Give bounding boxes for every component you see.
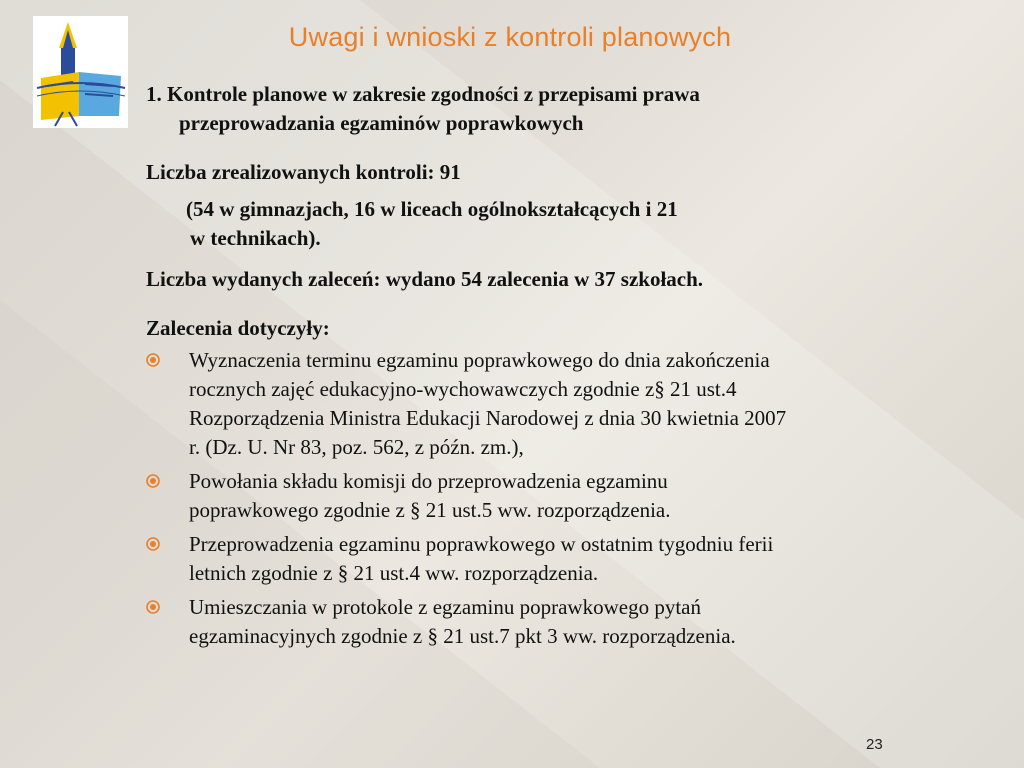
- bullet-text-line: rocznych zajęć edukacyjno-wychowawczych zgodnie z§ 21 ust.4: [189, 377, 737, 401]
- target-bullet-icon: [146, 537, 160, 551]
- recommendations-heading: Zalecenia dotyczyły:: [146, 316, 330, 340]
- bullet-text-line: Umieszczania w protokole z egzaminu poprawkowego pytań: [189, 595, 701, 619]
- target-bullet-icon: [146, 600, 160, 614]
- slide-title: Uwagi i wnioski z kontroli planowych: [288, 22, 732, 52]
- slide-content: [146, 80, 966, 656]
- bullet-item: [146, 530, 966, 588]
- target-bullet-icon: [146, 353, 160, 367]
- logo-emblem-icon: [33, 16, 128, 128]
- bullet-text-line: Wyznaczenia terminu egzaminu poprawkowego do dnia zakończenia: [189, 348, 770, 372]
- bullet-item: [146, 346, 966, 462]
- bullet-text-line: poprawkowego zgodnie z § 21 ust.5 ww. rozporządzenia.: [189, 498, 671, 522]
- kuratorium-logo: [33, 16, 128, 128]
- bullet-text-line: egzaminacyjnych zgodnie z § 21 ust.7 pkt 3 ww. rozporządzenia.: [189, 624, 736, 648]
- controls-breakdown-line2: w technikach).: [190, 226, 321, 250]
- target-bullet-icon: [146, 474, 160, 488]
- bullet-item: [146, 593, 966, 651]
- controls-breakdown-line1: (54 w gimnazjach, 16 w liceach ogólnokształcących i 21: [186, 197, 678, 221]
- controls-count: Liczba zrealizowanych kontroli: 91: [146, 160, 461, 184]
- bullet-text-line: Przeprowadzenia egzaminu poprawkowego w ostatnim tygodniu ferii: [189, 532, 774, 556]
- recommendations-count: Liczba wydanych zaleceń: wydano 54 zalecenia w 37 szkołach.: [146, 267, 704, 291]
- bullet-text-line: Rozporządzenia Ministra Edukacji Narodowej z dnia 30 kwietnia 2007: [189, 406, 787, 430]
- bullet-item: [146, 467, 966, 525]
- page-number: 23: [866, 736, 883, 753]
- section-heading-line2: przeprowadzania egzaminów poprawkowych: [179, 111, 584, 135]
- section-heading-line1: 1. Kontrole planowe w zakresie zgodności z przepisami prawa: [146, 82, 700, 106]
- bullet-text-line: letnich zgodnie z § 21 ust.4 ww. rozporządzenia.: [189, 561, 599, 585]
- bullet-text-line: r. (Dz. U. Nr 83, poz. 562, z późn. zm.),: [189, 435, 524, 459]
- bullet-text-line: Powołania składu komisji do przeprowadzenia egzaminu: [189, 469, 668, 493]
